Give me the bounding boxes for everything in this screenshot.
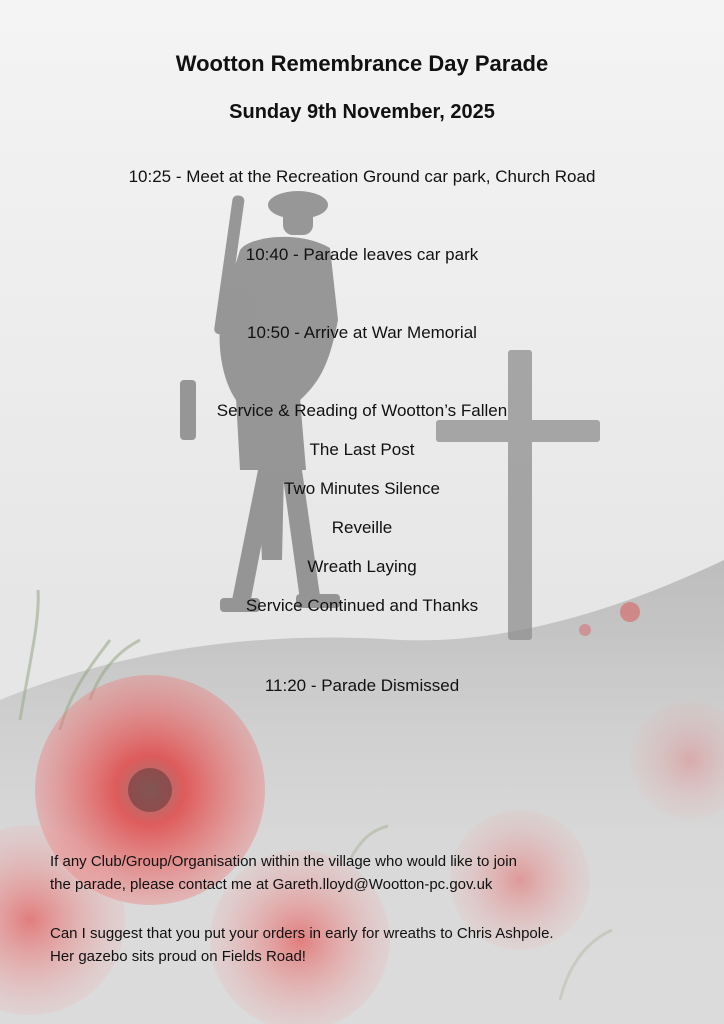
schedule-dismissed: 11:20 - Parade Dismissed	[264, 676, 460, 695]
schedule-leave: 10:40 - Parade leaves car park	[245, 245, 479, 264]
service-item: Two Minutes Silence	[284, 479, 440, 498]
page-title: Wootton Remembrance Day Parade	[175, 51, 549, 76]
service-item: Service & Reading of Wootton’s Fallen	[216, 401, 508, 420]
schedule-arrive: 10:50 - Arrive at War Memorial	[247, 323, 477, 342]
wreath-line-1: Can I suggest that you put your orders in early for wreaths to Chris Ashpole.	[50, 925, 554, 942]
join-line-1: If any Club/Group/Organisation within the village who would like to join	[50, 853, 517, 870]
join-line-2: the parade, please contact me at Gareth.lloyd@Wootton-pc.gov.uk	[50, 876, 493, 893]
service-item: Service Continued and Thanks	[245, 596, 479, 615]
service-item: The Last Post	[309, 440, 415, 459]
wreath-line-2: Her gazebo sits proud on Fields Road!	[50, 948, 306, 965]
service-item: Wreath Laying	[307, 557, 417, 576]
event-date: Sunday 9th November, 2025	[229, 101, 495, 123]
schedule-meet: 10:25 - Meet at the Recreation Ground car park, Church Road	[128, 167, 596, 186]
service-item: Reveille	[331, 518, 393, 537]
